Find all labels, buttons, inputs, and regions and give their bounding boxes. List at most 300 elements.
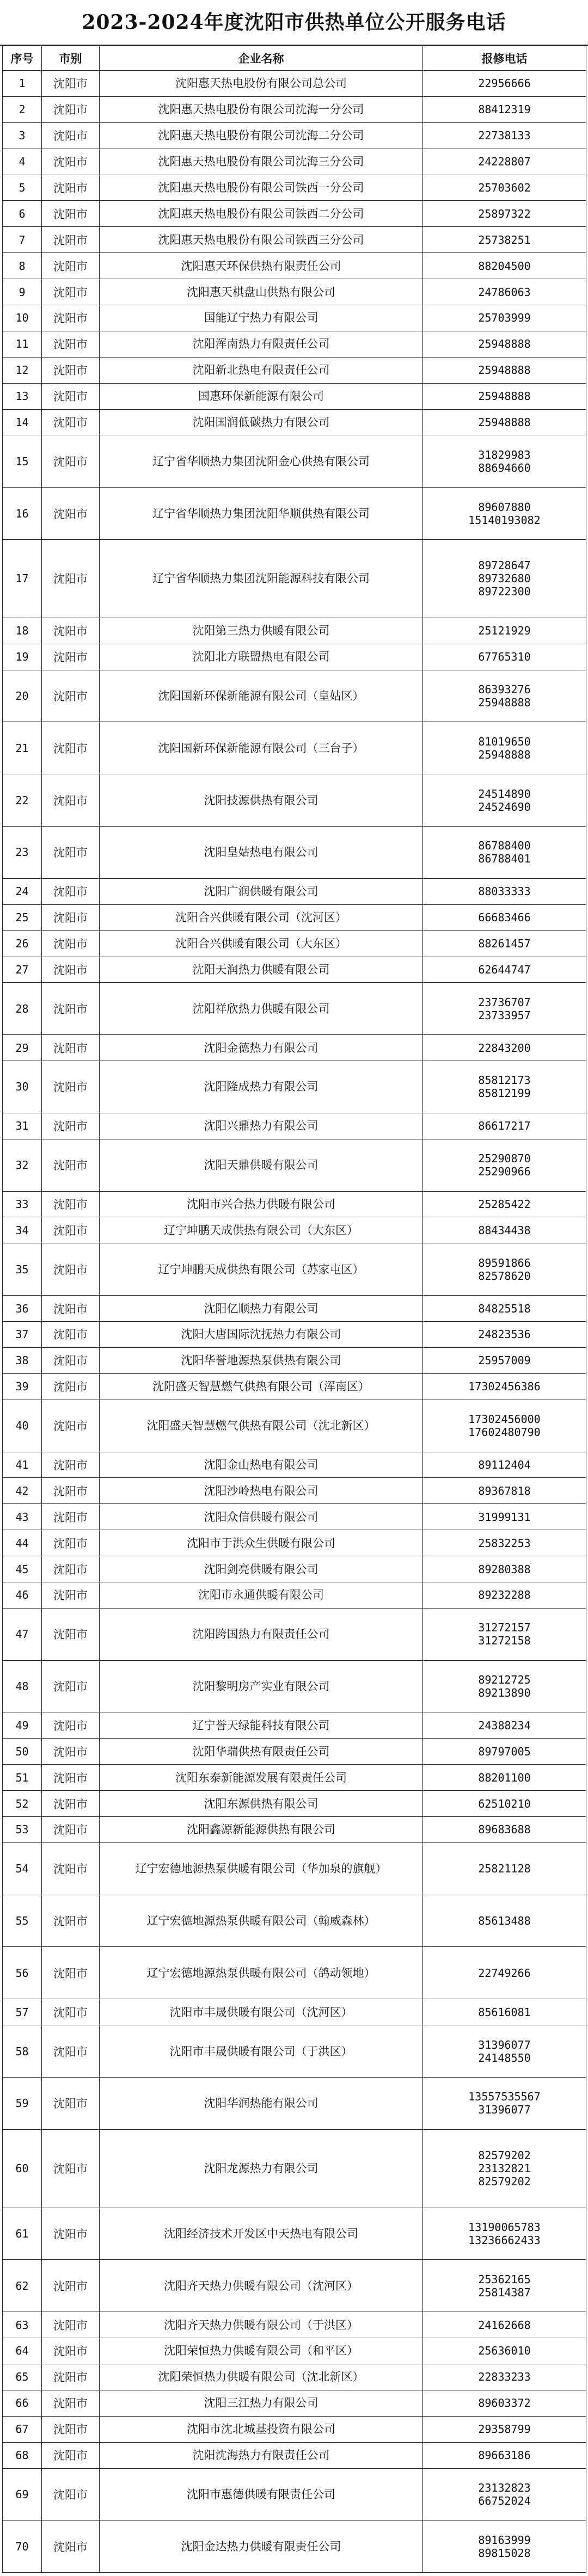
row-city: 沈阳市: [42, 2260, 100, 2312]
row-phone-cell: [423, 1947, 586, 1999]
row-phone-cell: [423, 409, 586, 435]
row-city: 沈阳市: [42, 722, 100, 774]
table-row: [3, 774, 586, 827]
row-city: 沈阳市: [42, 2077, 100, 2129]
row-phone-cell: [423, 175, 586, 201]
phone-number: 85613488: [478, 1914, 531, 1928]
phone-number: 25957009: [478, 1354, 531, 1367]
phone-number: 25121929: [478, 624, 531, 638]
row-number: 4: [3, 149, 42, 175]
phone-number: 89232288: [478, 1588, 531, 1602]
row-number: 1: [3, 71, 42, 97]
row-number: 2: [3, 96, 42, 122]
company-name-text: 沈阳三江热力有限公司: [204, 2396, 318, 2410]
phone-number: 24823536: [478, 1328, 531, 1341]
table-row: [3, 488, 586, 540]
row-company-name: [100, 1061, 423, 1113]
table-row: [3, 2468, 586, 2520]
phone-number: 17602480790: [468, 1426, 541, 1439]
phone-number: 25290966: [478, 1165, 531, 1179]
phone-number: 88204500: [478, 259, 531, 273]
phone-number: 22749266: [478, 1966, 531, 1980]
table-row: [3, 644, 586, 670]
row-company-name: [100, 774, 423, 827]
table-row: [3, 1530, 586, 1556]
table-row: [3, 878, 586, 904]
table-row: [3, 1296, 586, 1322]
row-city: 沈阳市: [42, 383, 100, 409]
company-name-text: 国惠环保新能源有限公司: [198, 390, 324, 403]
row-phone-cell: [423, 1373, 586, 1400]
header-phone: 报修电话: [423, 46, 586, 71]
phone-number: 31272157: [478, 1621, 531, 1635]
row-city: 沈阳市: [42, 2416, 100, 2442]
table-row: [3, 253, 586, 279]
row-phone-cell: [423, 1608, 586, 1660]
row-city: 沈阳市: [42, 904, 100, 930]
phone-number: 25821128: [478, 1862, 531, 1876]
row-number: 28: [3, 983, 42, 1035]
phone-number: 88261457: [478, 937, 531, 951]
phone-number: 89797005: [478, 1745, 531, 1758]
row-company-name: [100, 383, 423, 409]
company-name-text: 沈阳天鼎供暖有限公司: [204, 1158, 318, 1172]
company-name-text: 沈阳华瑞供热有限责任公司: [192, 1745, 330, 1758]
company-name-text: 沈阳隆成热力有限公司: [204, 1080, 318, 1094]
row-number: 13: [3, 383, 42, 409]
company-name-text: 沈阳荣恒热力供暖有限公司（沈北新区）: [158, 2370, 364, 2384]
row-company-name: [100, 1373, 423, 1400]
table-row: [3, 1765, 586, 1791]
table-row: [3, 2338, 586, 2364]
company-name-text: 沈阳黎明房产实业有限公司: [192, 1680, 330, 1693]
table-row: [3, 2077, 586, 2129]
row-phone-cell: [423, 2077, 586, 2129]
phone-number: 62644747: [478, 963, 531, 976]
row-number: 65: [3, 2364, 42, 2390]
row-phone-cell: [423, 227, 586, 253]
phone-number: 85812173: [478, 1074, 531, 1087]
row-number: 29: [3, 1035, 42, 1061]
table-row: [3, 409, 586, 435]
table-row: [3, 670, 586, 722]
company-name-text: 沈阳沙岭热电有限公司: [204, 1484, 318, 1497]
company-name-text: 辽宁宏德地源热泵供暖有限公司（鸽动领地）: [146, 1966, 376, 1980]
row-city: 沈阳市: [42, 1400, 100, 1452]
row-number: 12: [3, 357, 42, 383]
row-city: 沈阳市: [42, 305, 100, 331]
phone-number: 25897322: [478, 207, 531, 220]
row-company-name: [100, 1478, 423, 1504]
row-city: 沈阳市: [42, 878, 100, 904]
row-number: 18: [3, 618, 42, 644]
phone-number: 15140193082: [468, 513, 541, 527]
phone-number: 25948888: [478, 337, 531, 351]
company-name-text: 辽宁省华顺热力集团沈阳金心供热有限公司: [152, 454, 370, 468]
row-company-name: [100, 488, 423, 540]
phone-number: 82579202: [478, 2175, 531, 2189]
row-number: 47: [3, 1608, 42, 1660]
row-number: 30: [3, 1061, 42, 1113]
company-name-text: 沈阳国润低碳热力有限公司: [192, 416, 330, 429]
row-number: 66: [3, 2390, 42, 2416]
table-row: [3, 2312, 586, 2338]
row-city: 沈阳市: [42, 670, 100, 722]
row-company-name: [100, 1400, 423, 1452]
phone-number: 23736707: [478, 995, 531, 1009]
company-name-text: 沈阳合兴供暖有限公司（大东区）: [175, 937, 347, 951]
company-name-text: 沈阳市沈北城基投资有限公司: [187, 2423, 335, 2436]
row-city: 沈阳市: [42, 2364, 100, 2390]
phone-number: 24524690: [478, 800, 531, 814]
table-row: [3, 1400, 586, 1452]
row-number: 10: [3, 305, 42, 331]
company-name-text: 国能辽宁热力有限公司: [204, 311, 318, 325]
row-city: 沈阳市: [42, 1373, 100, 1400]
row-phone-cell: [423, 435, 586, 488]
row-company-name: [100, 930, 423, 957]
header-no: 序号: [3, 46, 42, 71]
phone-number: 24514890: [478, 787, 531, 800]
row-city: 沈阳市: [42, 1191, 100, 1217]
row-phone-cell: [423, 1243, 586, 1296]
company-name-text: 沈阳众信供暖有限公司: [204, 1510, 318, 1524]
row-phone-cell: [423, 488, 586, 540]
table-row: [3, 383, 586, 409]
row-phone-cell: [423, 96, 586, 122]
row-number: 19: [3, 644, 42, 670]
row-city: 沈阳市: [42, 1842, 100, 1895]
table-row: [3, 983, 586, 1035]
row-number: 15: [3, 435, 42, 488]
phone-number: 88033333: [478, 885, 531, 898]
row-city: 沈阳市: [42, 1947, 100, 1999]
row-city: 沈阳市: [42, 644, 100, 670]
row-number: 3: [3, 122, 42, 149]
table-row: [3, 357, 586, 383]
row-city: 沈阳市: [42, 1739, 100, 1765]
row-city: 沈阳市: [42, 2025, 100, 2078]
phone-number: 22843200: [478, 1041, 531, 1055]
phone-number: 22738133: [478, 129, 531, 143]
company-name-text: 沈阳第三热力供暖有限公司: [192, 624, 330, 638]
row-company-name: [100, 2364, 423, 2390]
row-phone-cell: [423, 1322, 586, 1348]
phone-number: 25948888: [478, 363, 531, 377]
phone-number: 17302456000: [468, 1413, 541, 1426]
phone-number: 31829983: [478, 448, 531, 461]
row-number: 54: [3, 1842, 42, 1895]
phone-number: 25832253: [478, 1536, 531, 1550]
phone-number: 13557535567: [468, 2090, 541, 2104]
table-header-row: [3, 46, 586, 71]
row-number: 37: [3, 1322, 42, 1348]
row-number: 16: [3, 488, 42, 540]
row-number: 49: [3, 1712, 42, 1739]
row-number: 17: [3, 540, 42, 618]
company-name-text: 沈阳经济技术开发区中天热电有限公司: [164, 2227, 358, 2240]
row-company-name: [100, 1712, 423, 1739]
row-phone-cell: [423, 201, 586, 227]
row-company-name: [100, 96, 423, 122]
row-number: 43: [3, 1504, 42, 1530]
phone-number: 89280388: [478, 1562, 531, 1576]
row-phone-cell: [423, 149, 586, 175]
row-city: 沈阳市: [42, 1504, 100, 1530]
header-name: 企业名称: [100, 46, 423, 71]
company-name-text: 沈阳技源供热有限公司: [204, 793, 318, 807]
row-company-name: [100, 2416, 423, 2442]
table-row: [3, 227, 586, 253]
row-number: 42: [3, 1478, 42, 1504]
phone-number: 89367818: [478, 1484, 531, 1497]
phone-number: 25636010: [478, 2344, 531, 2358]
row-company-name: [100, 279, 423, 305]
row-city: 沈阳市: [42, 540, 100, 618]
phone-number: 31396077: [478, 2038, 531, 2051]
row-phone-cell: [423, 1660, 586, 1712]
table-row: [3, 540, 586, 618]
row-phone-cell: [423, 1895, 586, 1947]
company-name-text: 沈阳盛天智慧燃气供热有限公司（浑南区）: [152, 1380, 370, 1394]
row-city: 沈阳市: [42, 331, 100, 357]
row-phone-cell: [423, 1296, 586, 1322]
company-name-text: 沈阳国新环保新能源有限公司（皇姑区）: [158, 689, 364, 703]
row-number: 39: [3, 1373, 42, 1400]
row-city: 沈阳市: [42, 1061, 100, 1113]
table-row: [3, 2416, 586, 2442]
company-name-text: 沈阳祥欣热力供暖有限公司: [192, 1002, 330, 1015]
table-row: [3, 175, 586, 201]
company-name-text: 沈阳鑫源新能源供热有限公司: [187, 1823, 335, 1837]
row-city: 沈阳市: [42, 2468, 100, 2520]
company-name-text: 辽宁省华顺热力集团沈阳能源科技有限公司: [152, 572, 370, 586]
row-number: 67: [3, 2416, 42, 2442]
row-company-name: [100, 2520, 423, 2573]
row-company-name: [100, 1243, 423, 1296]
company-name-text: 沈阳新北热电有限责任公司: [192, 363, 330, 377]
table-row: [3, 1113, 586, 1139]
table-row: [3, 2129, 586, 2208]
row-company-name: [100, 878, 423, 904]
phone-number: 29358799: [478, 2423, 531, 2436]
row-number: 61: [3, 2208, 42, 2260]
row-city: 沈阳市: [42, 1139, 100, 1191]
table-row: [3, 2025, 586, 2078]
row-company-name: [100, 827, 423, 879]
row-phone-cell: [423, 71, 586, 97]
row-number: 33: [3, 1191, 42, 1217]
row-city: 沈阳市: [42, 1243, 100, 1296]
row-company-name: [100, 1217, 423, 1243]
phone-number: 89212725: [478, 1673, 531, 1687]
row-phone-cell: [423, 2260, 586, 2312]
row-company-name: [100, 331, 423, 357]
row-city: 沈阳市: [42, 930, 100, 957]
header-city: 市别: [42, 46, 100, 71]
row-number: 9: [3, 279, 42, 305]
table-row: [3, 279, 586, 305]
table-row: [3, 2260, 586, 2312]
row-company-name: [100, 71, 423, 97]
row-city: 沈阳市: [42, 1478, 100, 1504]
company-name-text: 辽宁誉天绿能科技有限公司: [192, 1718, 330, 1732]
phone-number: 89603372: [478, 2396, 531, 2410]
phone-number: 89728647: [478, 559, 531, 572]
row-city: 沈阳市: [42, 618, 100, 644]
row-number: 57: [3, 1999, 42, 2025]
row-city: 沈阳市: [42, 201, 100, 227]
table-row: [3, 201, 586, 227]
phone-number: 81019650: [478, 735, 531, 748]
row-company-name: [100, 957, 423, 983]
table-row: [3, 1061, 586, 1113]
row-city: 沈阳市: [42, 1608, 100, 1660]
row-city: 沈阳市: [42, 2390, 100, 2416]
heating-contacts-table: [2, 46, 586, 2573]
row-city: 沈阳市: [42, 1817, 100, 1843]
row-company-name: [100, 618, 423, 644]
row-number: 26: [3, 930, 42, 957]
row-city: 沈阳市: [42, 149, 100, 175]
row-number: 5: [3, 175, 42, 201]
row-company-name: [100, 1999, 423, 2025]
row-city: 沈阳市: [42, 488, 100, 540]
row-city: 沈阳市: [42, 1322, 100, 1348]
table-row: [3, 1739, 586, 1765]
row-phone-cell: [423, 1478, 586, 1504]
row-city: 沈阳市: [42, 1217, 100, 1243]
row-company-name: [100, 1347, 423, 1373]
row-company-name: [100, 1895, 423, 1947]
row-city: 沈阳市: [42, 2442, 100, 2468]
row-city: 沈阳市: [42, 774, 100, 827]
row-phone-cell: [423, 957, 586, 983]
table-row: [3, 1347, 586, 1373]
company-name-text: 沈阳市于洪众生供暖有限公司: [187, 1536, 335, 1550]
row-number: 24: [3, 878, 42, 904]
row-phone-cell: [423, 1400, 586, 1452]
company-name-text: 沈阳市惠德供暖有限责任公司: [187, 2487, 335, 2501]
row-number: 51: [3, 1765, 42, 1791]
table-row: [3, 2364, 586, 2390]
row-phone-cell: [423, 1765, 586, 1791]
phone-number: 89732680: [478, 572, 531, 586]
phone-number: 23132823: [478, 2481, 531, 2494]
row-phone-cell: [423, 904, 586, 930]
row-number: 62: [3, 2260, 42, 2312]
phone-number: 23733957: [478, 1008, 531, 1022]
table-row: [3, 122, 586, 149]
phone-number: 89722300: [478, 585, 531, 599]
company-name-text: 沈阳金德热力有限公司: [204, 1041, 318, 1055]
row-city: 沈阳市: [42, 1895, 100, 1947]
phone-number: 86788400: [478, 839, 531, 853]
row-number: 56: [3, 1947, 42, 1999]
phone-number: 89112404: [478, 1458, 531, 1471]
row-company-name: [100, 1739, 423, 1765]
company-name-text: 沈阳惠天热电股份有限公司铁西二分公司: [158, 207, 364, 220]
company-name-text: 沈阳北方联盟热电有限公司: [192, 650, 330, 664]
row-number: 31: [3, 1113, 42, 1139]
row-phone-cell: [423, 1061, 586, 1113]
row-phone-cell: [423, 1842, 586, 1895]
table-row: [3, 2442, 586, 2468]
table-row: [3, 1478, 586, 1504]
company-name-text: 沈阳齐天热力供暖有限公司（沈河区）: [164, 2279, 358, 2292]
table-row: [3, 71, 586, 97]
row-phone-cell: [423, 2208, 586, 2260]
row-company-name: [100, 1660, 423, 1712]
company-name-text: 辽宁坤鹏天成供热有限公司（大东区）: [164, 1223, 358, 1237]
row-number: 68: [3, 2442, 42, 2468]
row-company-name: [100, 2077, 423, 2129]
row-company-name: [100, 435, 423, 488]
row-company-name: [100, 2208, 423, 2260]
table-row: [3, 1999, 586, 2025]
row-city: 沈阳市: [42, 71, 100, 97]
company-name-text: 沈阳盛天智慧燃气供热有限公司（沈北新区）: [146, 1419, 376, 1433]
company-name-text: 沈阳市永通供暖有限公司: [198, 1588, 324, 1602]
row-city: 沈阳市: [42, 357, 100, 383]
row-city: 沈阳市: [42, 1999, 100, 2025]
row-phone-cell: [423, 1582, 586, 1608]
row-company-name: [100, 2390, 423, 2416]
row-city: 沈阳市: [42, 1582, 100, 1608]
row-number: 22: [3, 774, 42, 827]
table-row: [3, 1035, 586, 1061]
row-city: 沈阳市: [42, 1296, 100, 1322]
company-name-text: 沈阳华誉地源热泵供热有限公司: [181, 1354, 341, 1367]
row-phone-cell: [423, 1035, 586, 1061]
row-phone-cell: [423, 2520, 586, 2573]
table-row: [3, 149, 586, 175]
row-company-name: [100, 1113, 423, 1139]
phone-number: 86617217: [478, 1119, 531, 1133]
row-city: 沈阳市: [42, 2312, 100, 2338]
row-number: 20: [3, 670, 42, 722]
table-row: [3, 1556, 586, 1582]
row-company-name: [100, 1452, 423, 1478]
row-phone-cell: [423, 878, 586, 904]
phone-number: 13236662433: [468, 2233, 541, 2247]
row-city: 沈阳市: [42, 2208, 100, 2260]
row-phone-cell: [423, 930, 586, 957]
row-company-name: [100, 670, 423, 722]
row-company-name: [100, 904, 423, 930]
row-number: 44: [3, 1530, 42, 1556]
row-phone-cell: [423, 1999, 586, 2025]
table-row: [3, 618, 586, 644]
phone-number: 88434438: [478, 1223, 531, 1237]
company-name-text: 沈阳东源供热有限公司: [204, 1797, 318, 1810]
row-city: 沈阳市: [42, 957, 100, 983]
phone-number: 31999131: [478, 1510, 531, 1524]
row-phone-cell: [423, 1817, 586, 1843]
phone-number: 24786063: [478, 285, 531, 299]
row-phone-cell: [423, 1504, 586, 1530]
row-company-name: [100, 122, 423, 149]
row-company-name: [100, 722, 423, 774]
phone-number: 25290870: [478, 1152, 531, 1166]
table-row: [3, 1842, 586, 1895]
phone-number: 24228807: [478, 155, 531, 169]
phone-number: 89607880: [478, 500, 531, 514]
row-company-name: [100, 227, 423, 253]
row-number: 41: [3, 1452, 42, 1478]
row-number: 45: [3, 1556, 42, 1582]
table-row: [3, 957, 586, 983]
